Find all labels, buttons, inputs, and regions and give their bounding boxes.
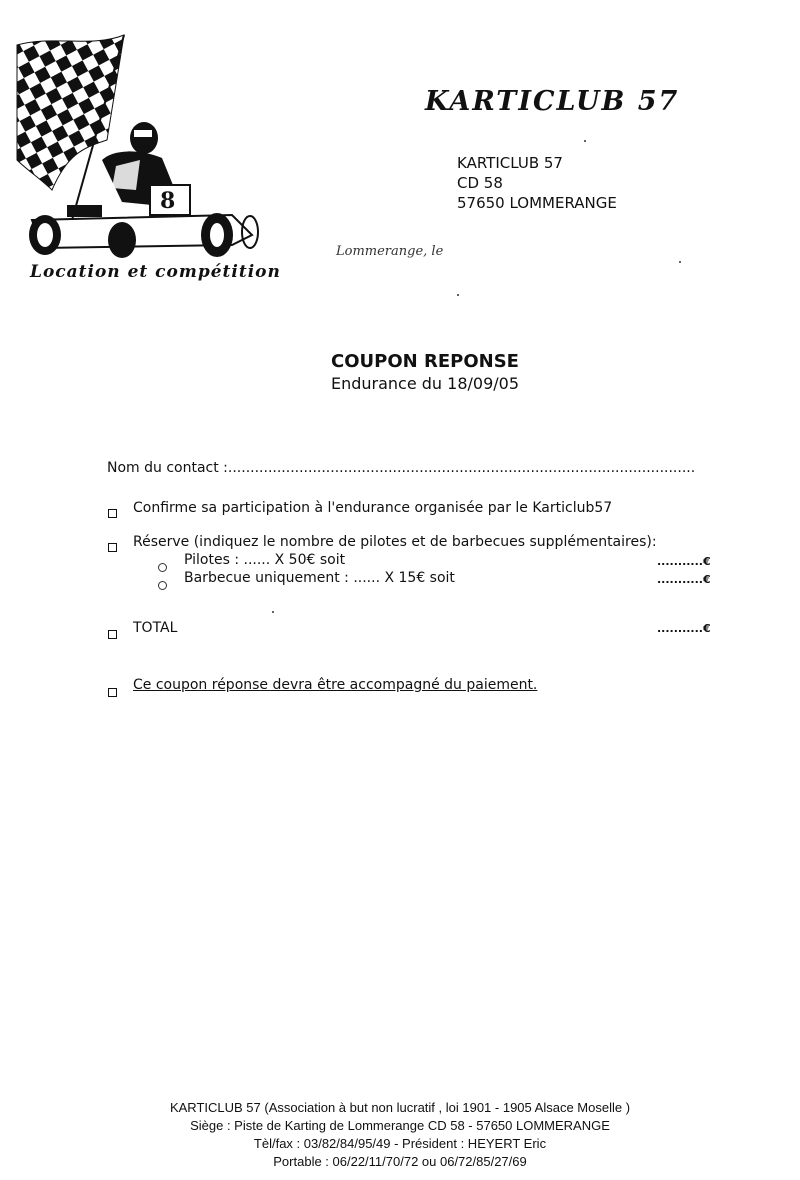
barbecue-label: Barbecue uniquement : ...... X 15€ soit	[184, 570, 455, 586]
address-line: 57650 LOMMERANGE	[457, 194, 617, 212]
footer-line: Tèl/fax : 03/82/84/95/49 - Président : HEYERT Eric	[253, 1136, 547, 1151]
footer-line: Siège : Piste de Karting de Lommerange CD 58 - 57650 LOMMERANGE	[190, 1118, 610, 1133]
payment-checkbox[interactable]	[108, 682, 117, 701]
address-line: KARTICLUB 57	[457, 154, 563, 172]
pilotes-label: Pilotes : ...... X 50€ soit	[184, 552, 346, 568]
footer-line: KARTICLUB 57 (Association à but non lucratif , loi 1901 - 1905 Alsace Moselle )	[169, 1100, 631, 1115]
logo-tagline: Location et compétition	[30, 262, 281, 282]
footer-line: Portable : 06/22/11/70/72 ou 06/72/85/27/69	[273, 1154, 527, 1169]
reserve-label: Réserve (indiquez le nombre de pilotes et de barbecues supplémentaires):	[133, 534, 657, 550]
pilotes-radio[interactable]	[158, 557, 167, 576]
contact-name-field[interactable]: Nom du contact :.........................................................................................................	[107, 460, 696, 476]
total-checkbox[interactable]	[108, 624, 117, 643]
checkered-flag-icon	[17, 35, 124, 220]
kart-number: 8	[160, 188, 176, 214]
address-line: CD 58	[457, 174, 503, 192]
coupon-subtitle: Endurance du 18/09/05	[330, 374, 520, 393]
scan-speck	[272, 611, 274, 613]
confirm-checkbox[interactable]	[108, 503, 117, 522]
confirm-label: Confirme sa participation à l'endurance organisée par le Karticlub57	[133, 500, 613, 516]
club-title: KARTICLUB 57	[425, 86, 680, 117]
place-date: Lommerange, le	[336, 244, 444, 259]
barbecue-radio[interactable]	[158, 575, 167, 594]
barbecue-amount-field[interactable]: ...........€	[657, 573, 711, 586]
total-label: TOTAL	[133, 620, 178, 636]
reserve-checkbox[interactable]	[108, 537, 117, 556]
scan-speck	[679, 261, 681, 263]
scan-speck	[584, 140, 586, 142]
coupon-title: COUPON REPONSE	[331, 351, 519, 372]
scan-speck	[457, 294, 459, 296]
pilotes-amount-field[interactable]: ...........€	[657, 555, 711, 568]
payment-note: Ce coupon réponse devra être accompagné du paiement.	[133, 677, 538, 693]
karticlub-logo	[12, 30, 262, 290]
total-amount-field[interactable]: ...........€	[657, 622, 711, 635]
